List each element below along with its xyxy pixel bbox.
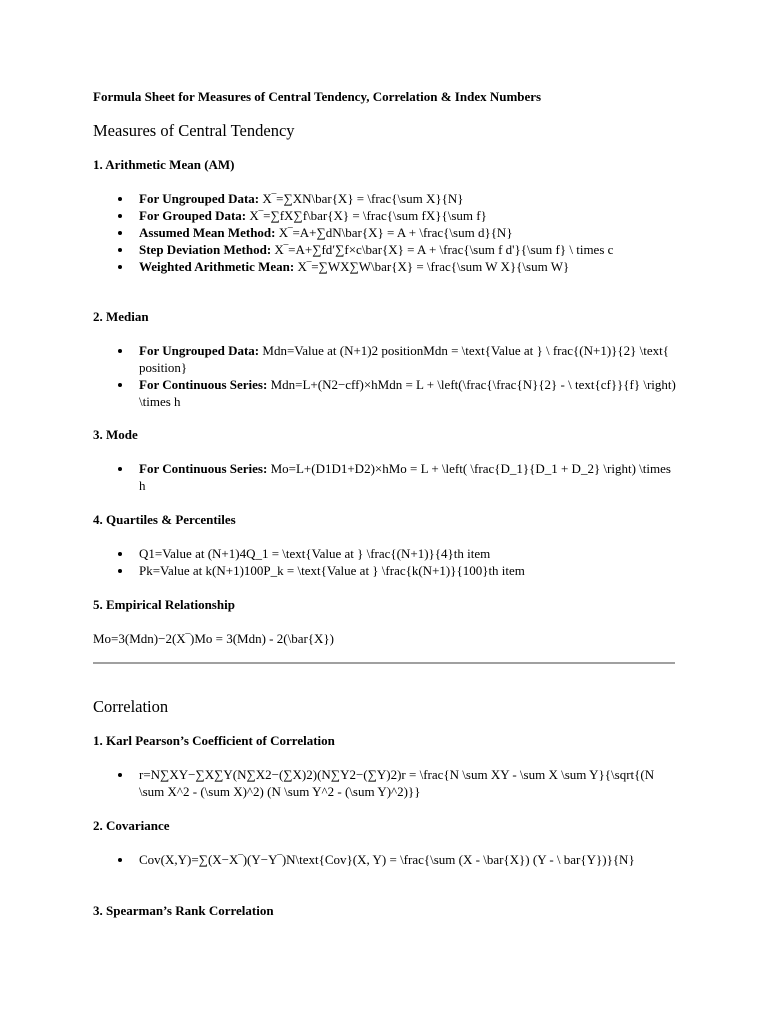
empirical-formula: Mo=3(Mdn)−2(X‾)Mo = 3(Mdn) - 2(\bar{X})	[93, 631, 334, 646]
item-formula: Q1=Value at (N+1)4Q_1 = \text{Value at } \frac{(N+1)}{4}th item	[139, 546, 491, 561]
list-item	[139, 258, 676, 275]
item-lead: Weighted Arithmetic Mean:	[139, 259, 295, 274]
item-lead: Step Deviation Method:	[139, 242, 272, 257]
item-lead: Assumed Mean Method:	[139, 225, 276, 240]
list-item	[139, 224, 676, 241]
item-formula: Pk=Value at k(N+1)100P_k = \text{Value at } \frac{k(N+1)}{100}th item	[139, 563, 525, 578]
item-formula: Mdn=L+(N2−cff)×hMdn = L + \left(\frac{\frac{N}{2} - \ text{cf}}{f} \right) \times h	[139, 377, 676, 409]
list-item	[139, 766, 676, 800]
list-item	[139, 851, 676, 868]
subheading-empirical: 5. Empirical Relationship	[93, 597, 235, 612]
item-formula: Cov(X,Y)=∑(X−X‾)(Y−Y‾)N\text{Cov}(X, Y) = \frac{\sum (X - \bar{X}) (Y - \ bar{Y})}{N}	[139, 852, 635, 867]
quartiles-list	[93, 545, 676, 579]
item-lead: For Ungrouped Data:	[139, 191, 260, 206]
item-formula: r=N∑XY−∑X∑Y(N∑X2−(∑X)2)(N∑Y2−(∑Y)2)r = \frac{N \sum XY - \sum X \sum Y}{\sqrt{(N \sum X^2 - (\sum X)^2) (N \sum Y^2 - (\sum Y)^2)}}	[139, 767, 655, 799]
list-item	[139, 207, 676, 224]
covariance-list	[93, 851, 676, 868]
item-lead: For Continuous Series:	[139, 377, 268, 392]
item-formula: X‾=∑XN\bar{X} = \frac{\sum X}{N}	[259, 191, 464, 206]
list-item	[139, 545, 676, 562]
subheading-mode: 3. Mode	[93, 427, 138, 442]
subheading-arithmetic-mean: 1. Arithmetic Mean (AM)	[93, 157, 235, 172]
item-formula: X‾=A+∑fd′∑f×c\bar{X} = A + \frac{\sum f d'}{\sum f} \ times c	[271, 242, 614, 257]
list-item	[139, 460, 676, 494]
mode-list	[93, 460, 676, 494]
pearson-list	[93, 766, 676, 800]
subheading-pearson: 1. Karl Pearson’s Coefficient of Correlation	[93, 733, 335, 748]
section-heading-correlation: Correlation	[93, 697, 169, 716]
horizontal-rule	[93, 662, 675, 664]
section-heading-central-tendency: Measures of Central Tendency	[93, 121, 295, 140]
list-item	[139, 376, 676, 410]
subheading-spearman: 3. Spearman’s Rank Correlation	[93, 903, 274, 918]
item-lead: For Ungrouped Data:	[139, 343, 260, 358]
document-title: Formula Sheet for Measures of Central Tendency, Correlation & Index Numbers	[93, 89, 542, 104]
arithmetic-mean-list	[93, 190, 676, 275]
item-formula: X‾=A+∑dN\bar{X} = A + \frac{\sum d}{N}	[275, 225, 513, 240]
item-formula: X‾=∑fX∑f\bar{X} = \frac{\sum fX}{\sum f}	[246, 208, 487, 223]
median-list	[93, 342, 676, 410]
item-lead: For Continuous Series:	[139, 461, 268, 476]
item-lead: For Grouped Data:	[139, 208, 247, 223]
list-item	[139, 241, 676, 258]
subheading-covariance: 2. Covariance	[93, 818, 170, 833]
list-item	[139, 190, 676, 207]
subheading-quartiles: 4. Quartiles & Percentiles	[93, 512, 236, 527]
subheading-median: 2. Median	[93, 309, 149, 324]
item-formula: Mo=L+(D1D1+D2)×hMo = L + \left( \frac{D_1}{D_1 + D_2} \right) \times h	[139, 461, 671, 493]
list-item	[139, 342, 676, 376]
item-formula: Mdn=Value at (N+1)2 positionMdn = \text{Value at } \ frac{(N+1)}{2} \text{ position}	[139, 343, 669, 375]
item-formula: X‾=∑WX∑W\bar{X} = \frac{\sum W X}{\sum W}	[294, 259, 570, 274]
list-item	[139, 562, 676, 579]
